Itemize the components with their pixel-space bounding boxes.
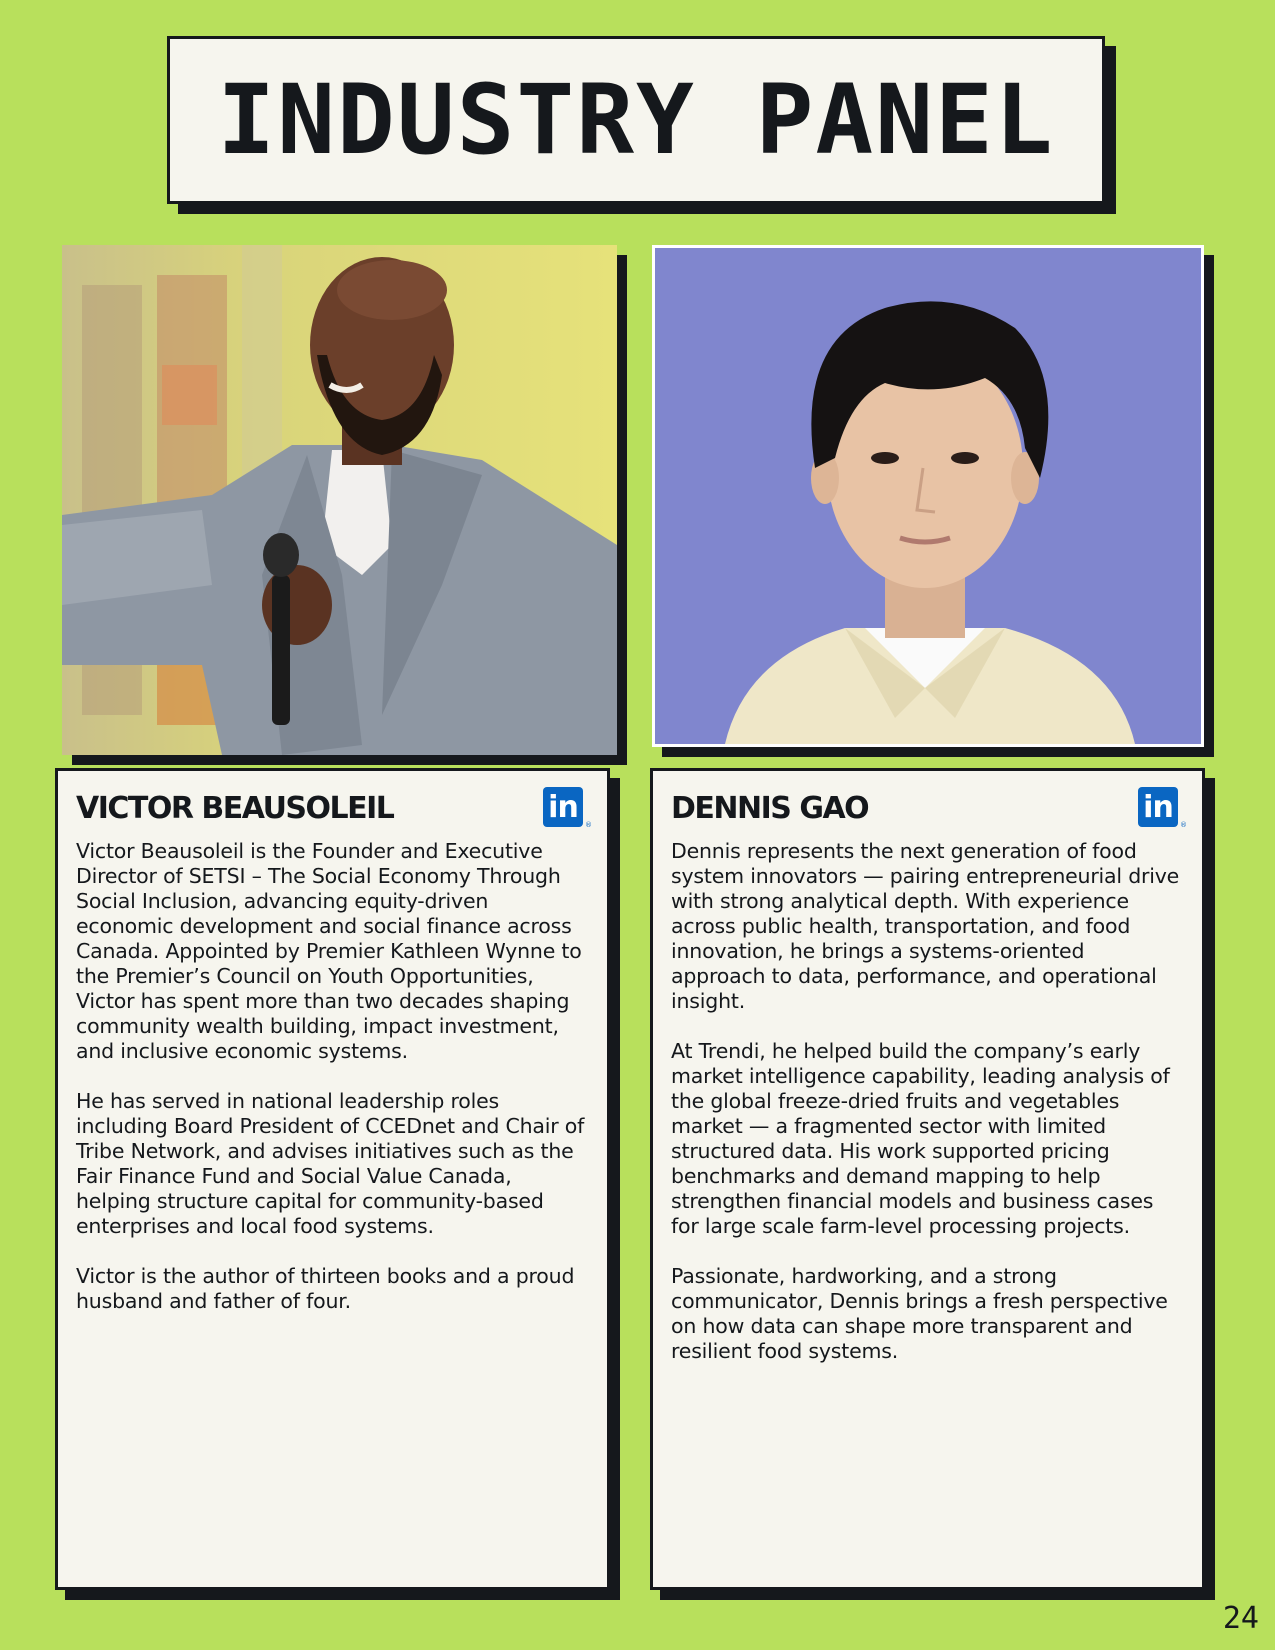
- panelist-name: VICTOR BEAUSOLEIL: [76, 791, 394, 826]
- bio-paragraph: Victor is the author of thirteen books and a proud husband and father of four.: [76, 1264, 575, 1313]
- victor-photo: [62, 245, 617, 755]
- bio-paragraph: He has served in national leadership roles including Board President of CCEDnet and Chair of Tribe Network, and advises initiatives such as the Fair Finance Fund and Social Value Canada, helping structure capital for community-based enterprises and local food systems.: [76, 1089, 585, 1238]
- page-number: 24: [1222, 1601, 1259, 1636]
- bio-paragraph: Passionate, hardworking, and a strong communicator, Dennis brings a fresh perspective on how data can shape more transparent and resilient food systems.: [671, 1264, 1168, 1363]
- dennis-photo: [652, 245, 1204, 747]
- bio-paragraph: Victor Beausoleil is the Founder and Executive Director of SETSI – The Social Economy Through Social Inclusion, advancing equity-driven economic development and social finance across Canada. Appointed by Premier Kathleen Wynne to the Premier’s Council on Youth Opportunities, Victor has spent more than two decades shaping community wealth building, impact investment, and inclusive economic systems.: [76, 839, 582, 1063]
- panelist-name: DENNIS GAO: [671, 791, 869, 826]
- bio-paragraph: At Trendi, he helped build the company’s early market intelligence capability, leading analysis of the global freeze-dried fruits and vegetables market — a fragmented sector with limited structured data. His work supported pricing benchmarks and demand mapping to help strengthen financial models and business cases for large scale farm-level processing projects.: [671, 1039, 1170, 1238]
- bio-paragraph: Dennis represents the next generation of food system innovators — pairing entrepreneurial drive with strong analytical depth. With experience across public health, transportation, and food innovation, he brings a systems-oriented approach to data, performance, and operational insight.: [671, 839, 1180, 1013]
- panelist-card-dennis: [650, 768, 1205, 1590]
- linkedin-icon[interactable]: in ®: [1138, 787, 1178, 827]
- linkedin-icon[interactable]: in ®: [543, 787, 583, 827]
- title-box: [167, 36, 1105, 204]
- panelist-card-victor: [55, 768, 610, 1590]
- page-title: INDUSTRY PANEL: [217, 64, 1055, 176]
